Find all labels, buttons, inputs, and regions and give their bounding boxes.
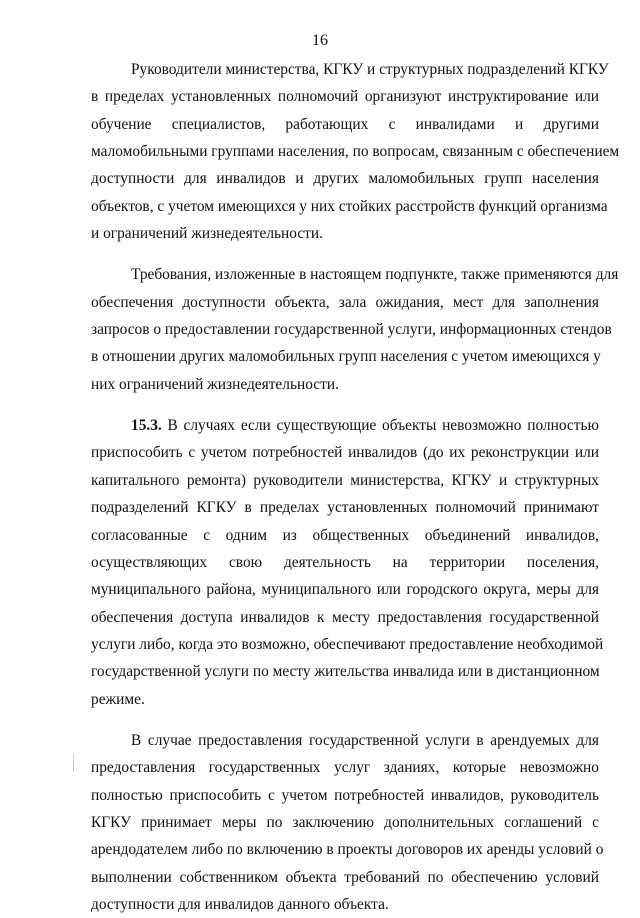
- text-line: [91, 412, 599, 439]
- text-line: приспособить с учетом потребностей инвалидов (до их реконструкции или: [91, 444, 599, 462]
- text-line-content: В случаях если существующие объекты невозможно полностью: [167, 417, 599, 435]
- text-line: режиме.: [91, 690, 145, 708]
- text-line: государственной услуги по месту жительства инвалида или в дистанционном: [91, 663, 600, 681]
- text-line: В случае предоставления государственной услуги в арендуемых для: [131, 731, 599, 749]
- text-line: согласованные с одним из общественных объединений инвалидов,: [91, 526, 599, 544]
- text-line: арендодателем либо по включению в проекты договоров их аренды условий о: [91, 841, 604, 859]
- paragraph-spacer: [91, 398, 599, 412]
- text-line: муниципального района, муниципального или городского округа, меры для: [91, 581, 599, 599]
- text-line: обеспечения доступа инвалидов к месту предоставления государственной: [91, 608, 599, 626]
- text-line: предоставления государственных услуг зданиях, которые невозможно: [91, 759, 599, 777]
- text-line: в отношении других маломобильных групп населения с учетом имеющихся у: [91, 348, 601, 366]
- text-line: полностью приспособить с учетом потребностей инвалидов, руководитель: [91, 786, 599, 804]
- paragraph-spacer: [91, 247, 599, 261]
- paragraph-4: [91, 727, 604, 918]
- paragraph-spacer: [91, 713, 599, 727]
- text-line: доступности для инвалидов и других маломобильных групп населения: [91, 170, 599, 188]
- text-line: и ограничений жизнедеятельности.: [91, 225, 323, 243]
- scan-mark: [73, 754, 74, 772]
- text-line: доступности для инвалидов данного объекта.: [91, 895, 389, 913]
- section-number: 15.3.: [131, 417, 162, 435]
- text-line: Руководители министерства, КГКУ и структурных подразделений КГКУ: [131, 61, 609, 78]
- paragraph-1: [91, 56, 620, 247]
- text-line: Требования, изложенные в настоящем подпункте, также применяются для: [131, 266, 619, 284]
- text-line: маломобильными группами населения, по вопросам, связанным с обеспечением: [91, 143, 620, 161]
- text-line: обучение специалистов, работающих с инвалидами и другими: [91, 115, 599, 133]
- page-number: 16: [312, 32, 328, 49]
- text-line: выполнении собственником объекта требований по обеспечению условий: [91, 868, 599, 886]
- document-body: [91, 56, 620, 918]
- text-line: обеспечения доступности объекта, зала ожидания, мест для заполнения: [91, 293, 599, 311]
- text-line: подразделений КГКУ в пределах установленных полномочий принимают: [91, 499, 599, 517]
- text-line: КГКУ принимает меры по заключению дополнительных соглашений с: [91, 813, 599, 831]
- text-line: объектов, с учетом имеющихся у них стойких расстройств функций организма: [91, 197, 608, 215]
- text-line: в пределах установленных полномочий организуют инструктирование или: [91, 88, 599, 106]
- text-line: них ограничений жизнедеятельности.: [91, 375, 339, 393]
- text-line: запросов о предоставлении государственной услуги, информационных стендов: [91, 321, 612, 339]
- text-line: услуги либо, когда это возможно, обеспечивают предоставление необходимой: [91, 635, 604, 653]
- paragraph-2: [91, 261, 619, 398]
- text-line: осуществляющих свою деятельность на территории поселения,: [91, 553, 599, 571]
- paragraph-15-3: [91, 412, 604, 713]
- text-line: капитального ремонта) руководители министерства, КГКУ и структурных: [91, 471, 599, 489]
